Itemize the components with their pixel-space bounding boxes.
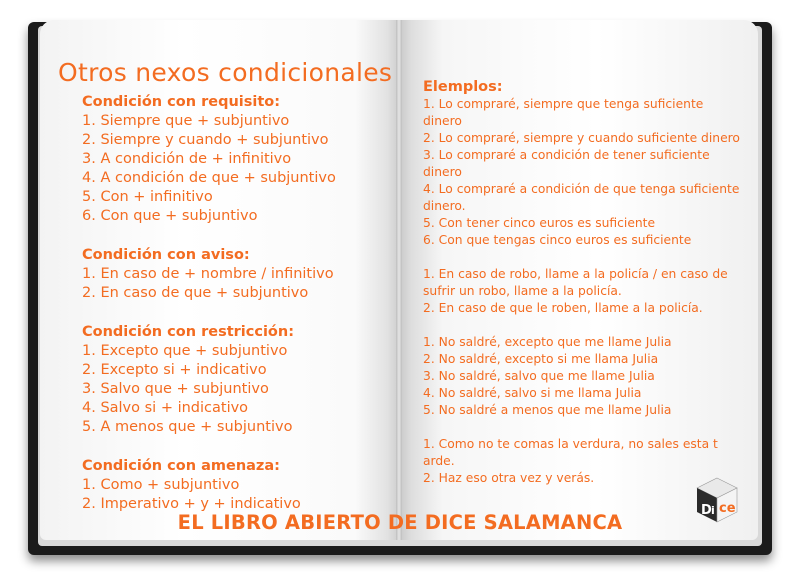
list-item: 4. Salvo si + indicativo (82, 400, 249, 416)
list-item: 6. Con que + subjuntivo (82, 208, 258, 224)
list-item: 2. Excepto si + indicativo (82, 362, 267, 378)
svg-text:i: i (711, 504, 715, 517)
list-item: 2. Siempre y cuando + subjuntivo (82, 132, 329, 148)
example-item: 3. No saldré, salvo que me llame Julia (423, 369, 655, 383)
section-requisito (82, 92, 382, 226)
page-title: Otros nexos condicionales (58, 58, 393, 87)
section-amenaza (82, 456, 382, 514)
example-item: 3. Lo compraré a condición de tener suficiente dinero (423, 148, 710, 179)
section-restriccion (82, 322, 382, 437)
svg-text:D: D (701, 503, 712, 518)
example-item: 5. Con tener cinco euros es suficiente (423, 216, 656, 230)
section-heading: Condición con amenaza: (82, 458, 280, 474)
right-content (423, 78, 743, 487)
book-spine (396, 20, 402, 540)
list-item: 3. A condición de + infinitivo (82, 151, 292, 167)
list-item: 5. Con + infinitivo (82, 189, 213, 205)
example-item: 2. En caso de que le roben, llame a la policía. (423, 301, 703, 315)
list-item: 3. Salvo que + subjuntivo (82, 381, 269, 397)
left-content (82, 92, 382, 514)
examples-group-aviso (423, 266, 743, 317)
section-heading: Condición con requisito: (82, 94, 281, 110)
list-item: 4. A condición de que + subjuntivo (82, 170, 336, 186)
list-item: 1. Como + subjuntivo (82, 477, 240, 493)
example-item: 1. Como no te comas la verdura, no sales esta t arde. (423, 437, 718, 468)
footer-caption: EL LIBRO ABIERTO DE DICE SALAMANCA (177, 511, 623, 534)
example-item: 1. No saldré, excepto que me llame Julia (423, 335, 672, 349)
examples-group-restriccion (423, 334, 743, 419)
list-item: 1. En caso de + nombre / infinitivo (82, 266, 334, 282)
example-item: 2. No saldré, excepto si me llama Julia (423, 352, 659, 366)
example-item: 4. Lo compraré a condición de que tenga suficiente dinero. (423, 182, 740, 213)
list-item: 1. Excepto que + subjuntivo (82, 343, 288, 359)
example-item: 5. No saldré a menos que me llame Julia (423, 403, 672, 417)
examples-heading: Elemplos: (423, 79, 503, 95)
svg-text:ce: ce (719, 501, 736, 516)
section-heading: Condición con aviso: (82, 247, 250, 263)
list-item: 2. Imperativo + y + indicativo (82, 496, 301, 512)
example-item: 2. Haz eso otra vez y verás. (423, 471, 595, 485)
examples-group-requisito (423, 96, 743, 249)
dice-logo-icon (693, 476, 741, 524)
example-item: 2. Lo compraré, siempre y cuando suficiente dinero (423, 131, 740, 145)
example-item: 4. No saldré, salvo si me llama Julia (423, 386, 642, 400)
example-item: 6. Con que tengas cinco euros es suficiente (423, 233, 692, 247)
section-heading: Condición con restricción: (82, 324, 295, 340)
list-item: 5. A menos que + subjuntivo (82, 419, 293, 435)
example-item: 1. En caso de robo, llame a la policía / en caso de sufrir un robo, llame a la policía. (423, 267, 728, 298)
list-item: 1. Siempre que + subjuntivo (82, 113, 290, 129)
section-aviso (82, 245, 382, 303)
list-item: 2. En caso de que + subjuntivo (82, 285, 309, 301)
example-item: 1. Lo compraré, siempre que tenga suficiente dinero (423, 97, 704, 128)
